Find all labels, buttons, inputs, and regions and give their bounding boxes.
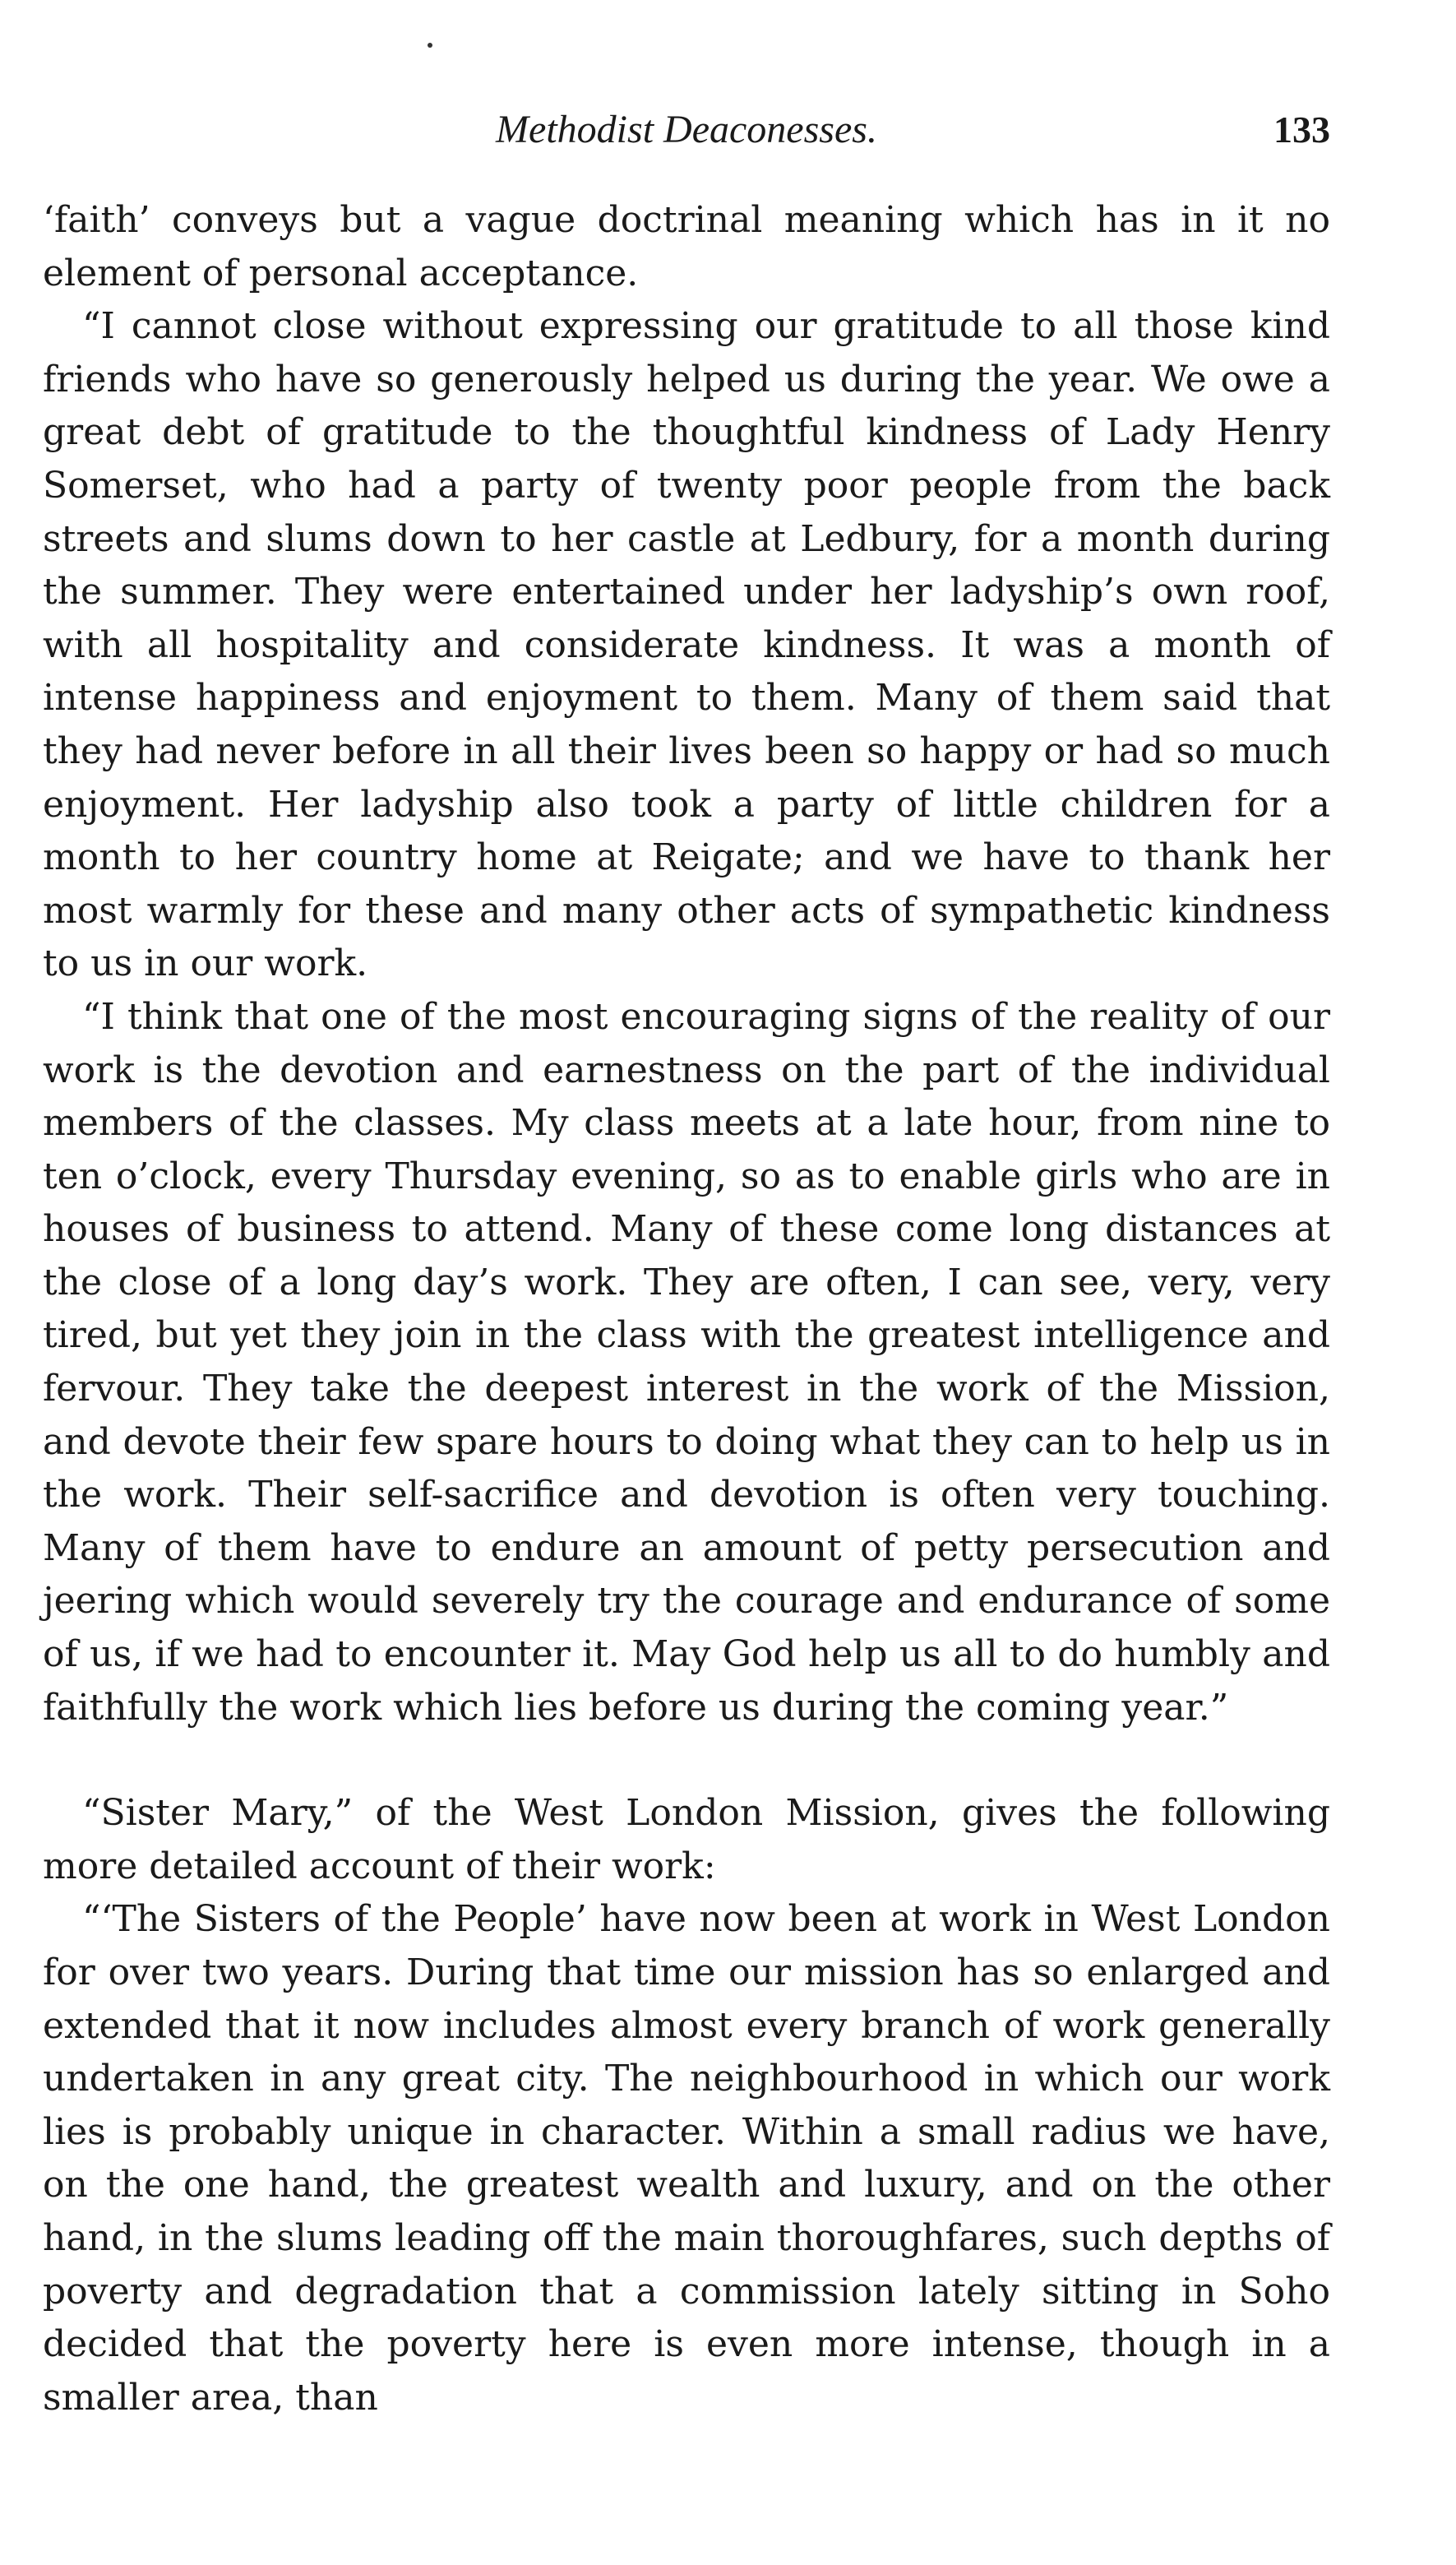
running-header	[43, 105, 1330, 155]
paragraph-gratitude: “I cannot close without expressing our gratitude to all those kind friends who have so generously helped us during the year. We owe a great debt of gratitude to the thoughtful kindness of Lady Henry Somerset, who had a party of twenty poor people from the back streets and slums down to her castle at Ledbury, for a month during the summer. They were entertained under her ladyship’s own roof, with all hospitality and considerate kindness. It was a month of intense happiness and enjoyment to them. Many of them said that they had never before in all their lives been so happy or had so much enjoyment. Her ladyship also took a party of little children for a month to her country home at Reigate; and we have to thank her most warmly for these and many other acts of sympathetic kindness to us in our work.	[43, 305, 1330, 985]
page-number: 133	[1273, 109, 1330, 150]
paragraph-continuation: ‘faith’ conveys but a vague doctrinal meaning which has in it no element of personal acceptance.	[43, 199, 1330, 294]
paragraph-class-members: “I think that one of the most encouraging signs of the reality of our work is the devotion and earnestness on the part of the individual members of the classes. My class meets at a late hour, from nine to ten o’clock, every Thursday evening, so as to enable girls who are in houses of business to attend. Many of these come long distances at the close of a long day’s work. They are often, I can see, very, very tired, but yet they join in the class with the greatest intelligence and fervour. They take the deepest interest in the work of the Mission, and devote their few spare hours to doing what they can to help us in the work. Their self-sacrifice and devotion is often very touching. Many of them have to endure an amount of petty persecution and jeering which would severely try the courage and endurance of some of us, if we had to encounter it. May God help us all to do humbly and faithfully the work which lies before us during the coming year.”	[43, 995, 1330, 1729]
paragraph-sister-mary-intro: “Sister Mary,” of the West London Mission, gives the following more detailed account of their work:	[43, 1792, 1330, 1887]
printing-speck	[428, 43, 432, 48]
running-title: Methodist Deaconesses.	[496, 108, 877, 151]
paragraph-west-london-account: “‘The Sisters of the People’ have now been at work in West London for over two years. During that time our mission has so enlarged and extended that it now includes almost every branch of work generally undertaken in any great city. The neighbourhood in which our work lies is probably unique in character. Within a small radius we have, on the one hand, the greatest wealth and luxury, and on the other hand, in the slums leading off the main thoroughfares, such depths of poverty and degradation that a commission lately sitting in Soho decided that the poverty here is even more intense, though in a smaller area, than	[43, 1898, 1330, 2419]
body-text	[43, 194, 1330, 2424]
